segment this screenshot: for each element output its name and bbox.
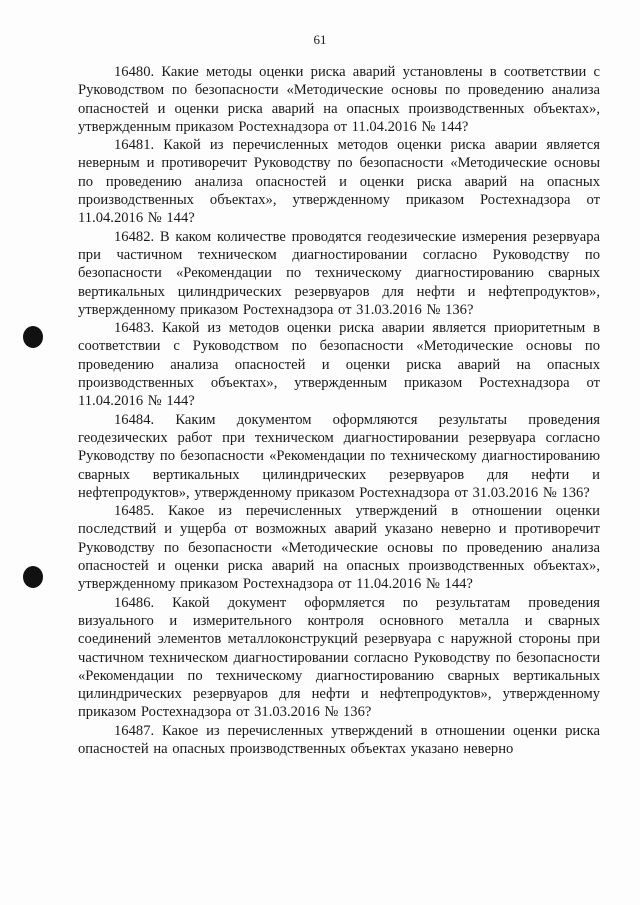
question-16481: 16481. Какой из перечисленных методов оценки риска аварии является неверным и противоречит Руководству по безопасности «Методические основы по проведению анализа опасностей и оценки риска аварий на опасных производственных объектах», утвержденному приказом Ростехнадзора от 11.04.2016 № 144? — [78, 137, 600, 227]
punch-hole-mark — [23, 326, 43, 348]
question-16483: 16483. Какой из методов оценки риска аварии является приоритетным в соответствии с Руководством по безопасности «Методические основы по проведению анализа опасностей и оценки риска аварий на опасных производственных объектах», утвержденным приказом Ростехнадзора от 11.04.2016 № 144? — [78, 320, 600, 410]
question-16487: 16487. Какое из перечисленных утверждений в отношении оценки риска опасностей на опасных производственных объектах указано неверно — [78, 722, 600, 757]
question-16486: 16486. Какой документ оформляется по результатам проведения визуального и измерительного контроля основного металла и сварных соединений элементов металлоконструкций резервуара с наружной стороны при частичном техническом диагностировании согласно Руководству по безопасности «Рекомендации по техническому диагностированию сварных вертикальных цилиндрических резервуаров для нефти и нефтепродуктов», утвержденному приказом Ростехнадзора от 31.03.2016 № 136? — [78, 594, 600, 721]
question-16484: 16484. Каким документом оформляются результаты проведения геодезических работ при техническом диагностировании резервуара согласно Руководству по безопасности «Рекомендации по техническому диагностированию сварных вертикальных цилиндрических резервуаров для нефти и нефтепродуктов», утвержденному приказом Ростехнадзора от 31.03.2016 № 136? — [78, 411, 600, 501]
question-list — [78, 63, 600, 758]
question-16480: 16480. Какие методы оценки риска аварий установлены в соответствии с Руководством по безопасности «Методические основы по проведению анализа опасностей и оценки риска аварий на опасных производственных объектах», утвержденным приказом Ростехнадзора от 11.04.2016 № 144? — [78, 64, 600, 135]
question-16482: 16482. В каком количестве проводятся геодезические измерения резервуара при частичном техническом диагностировании согласно Руководству по безопасности «Рекомендации по техническому диагностированию сварных вертикальных цилиндрических резервуаров для нефти и нефтепродуктов», утвержденному приказом Ростехнадзора от 31.03.2016 № 136? — [78, 228, 600, 318]
question-16485: 16485. Какое из перечисленных утверждений в отношении оценки последствий и ущерба от возможных аварий указано неверно и противоречит Руководству по безопасности «Методические основы по проведению анализа опасностей и оценки риска аварий на опасных производственных объектах», утвержденному приказом Ростехнадзора от 11.04.2016 № 144? — [78, 503, 600, 593]
page-number: 61 — [313, 32, 327, 47]
punch-hole-mark — [23, 566, 43, 588]
